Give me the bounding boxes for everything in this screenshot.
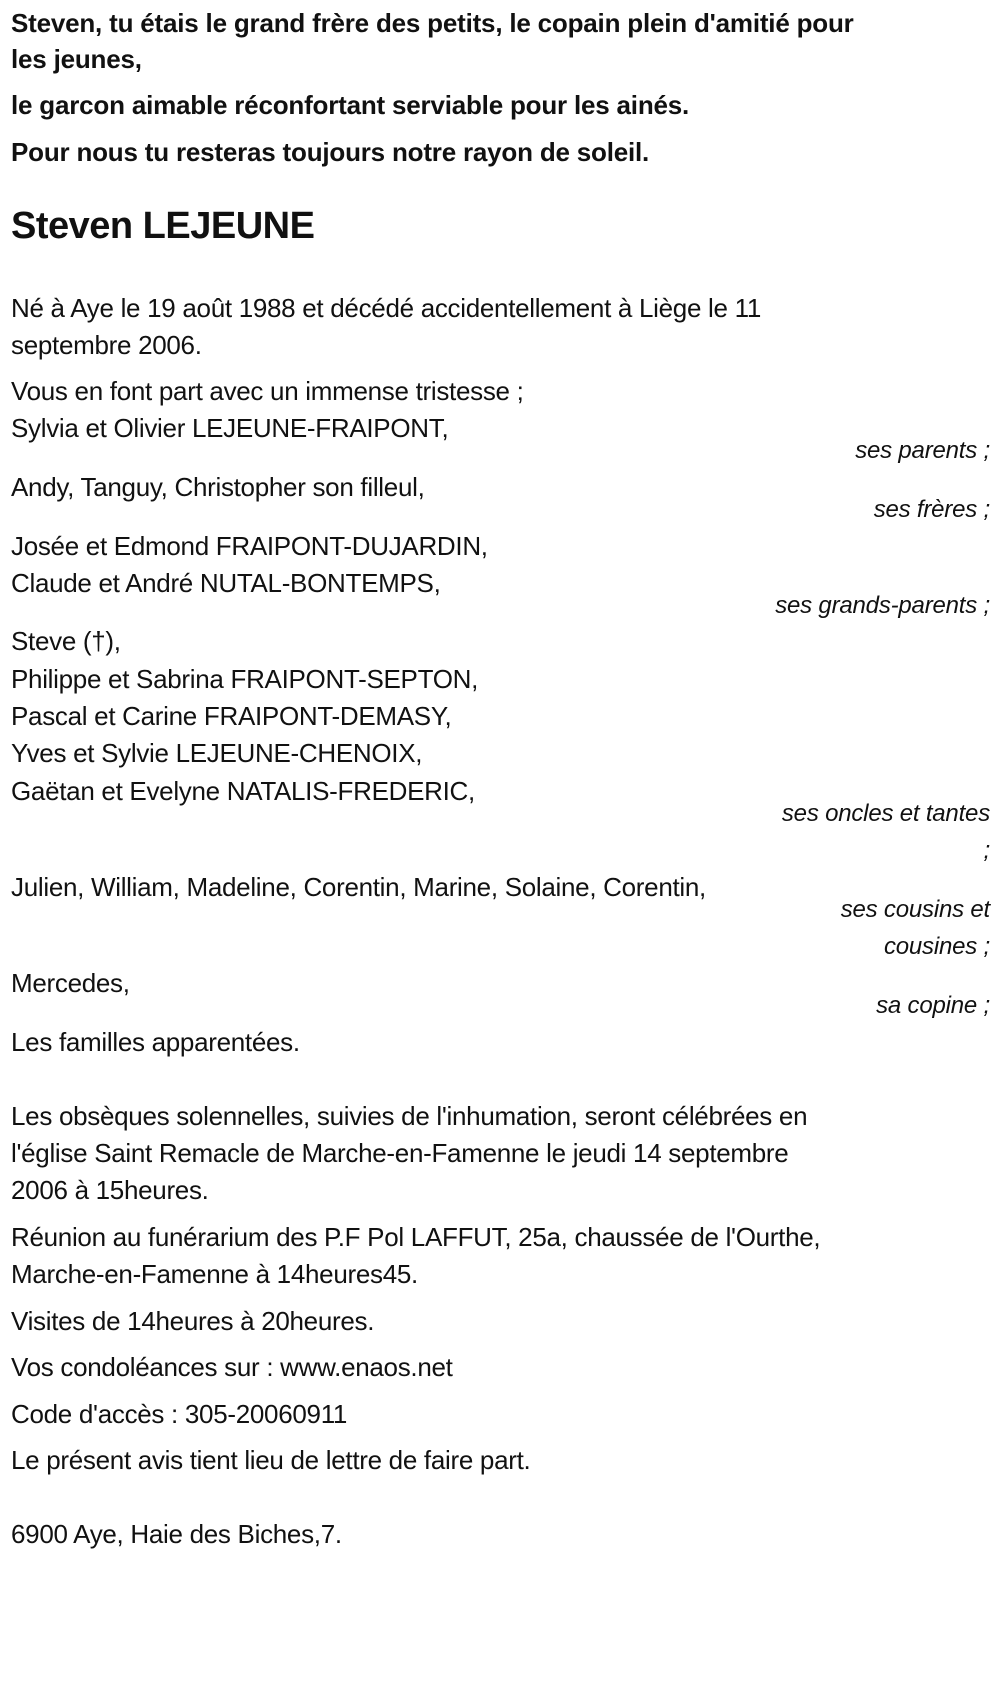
family-member: Yves et Sylvie LEJEUNE-CHENOIX, (11, 738, 423, 768)
epitaph-line: Steven, tu étais le grand frère des petits, le copain plein d'amitié pour (11, 8, 854, 38)
family-member: Claude et André NUTAL-BONTEMPS, (11, 568, 441, 598)
family-role: sa copine ; (876, 992, 990, 1019)
family-role: ses cousins et (840, 896, 990, 923)
announcement-closing: Les familles apparentées. (11, 1027, 300, 1057)
epitaph-line: les jeunes, (11, 44, 142, 74)
birth-death-line: septembre 2006. (11, 330, 202, 360)
family-member: Pascal et Carine FRAIPONT-DEMASY, (11, 701, 452, 731)
ceremony-line: Les obsèques solennelles, suivies de l'inhumation, seront célébrées en (11, 1101, 808, 1131)
family-member: Julien, William, Madeline, Corentin, Marine, Solaine, Corentin, (11, 872, 706, 902)
gathering-line: Réunion au funérarium des P.F Pol LAFFUT, 25a, chaussée de l'Ourthe, (11, 1222, 821, 1252)
gathering-line: Marche-en-Famenne à 14heures45. (11, 1259, 418, 1289)
family-role: ses oncles et tantes (781, 800, 990, 827)
announcement-intro: Vous en font part avec un immense tristesse ; (11, 376, 524, 406)
ceremony-line: 2006 à 15heures. (11, 1175, 209, 1205)
epitaph-line: le garcon aimable réconfortant serviable pour les ainés. (11, 90, 690, 120)
ceremony-line: l'église Saint Remacle de Marche-en-Famenne le jeudi 14 septembre (11, 1138, 789, 1168)
notice-text: Le présent avis tient lieu de lettre de faire part. (11, 1445, 531, 1475)
family-member: Andy, Tanguy, Christopher son filleul, (11, 472, 425, 502)
condolences-info: Vos condoléances sur : www.enaos.net (11, 1352, 453, 1382)
family-address: 6900 Aye, Haie des Biches,7. (11, 1519, 342, 1549)
family-member: Josée et Edmond FRAIPONT-DUJARDIN, (11, 531, 488, 561)
family-role: cousines ; (883, 933, 990, 960)
family-role: ses grands-parents ; (775, 592, 990, 619)
deceased-name: Steven LEJEUNE (11, 205, 315, 247)
birth-death-line: Né à Aye le 19 août 1988 et décédé accidentellement à Liège le 11 (11, 293, 762, 323)
family-member: Steve (†), (11, 626, 121, 656)
epitaph-line: Pour nous tu resteras toujours notre rayon de soleil. (11, 137, 650, 167)
visits-info: Visites de 14heures à 20heures. (11, 1306, 375, 1336)
family-role: ; (983, 837, 990, 864)
family-member: Mercedes, (11, 968, 130, 998)
family-member: Sylvia et Olivier LEJEUNE-FRAIPONT, (11, 413, 449, 443)
family-member: Philippe et Sabrina FRAIPONT-SEPTON, (11, 664, 479, 694)
family-role: ses frères ; (873, 496, 990, 523)
access-code: Code d'accès : 305-20060911 (11, 1399, 348, 1429)
family-role: ses parents ; (855, 437, 990, 464)
family-member: Gaëtan et Evelyne NATALIS-FREDERIC, (11, 776, 475, 806)
